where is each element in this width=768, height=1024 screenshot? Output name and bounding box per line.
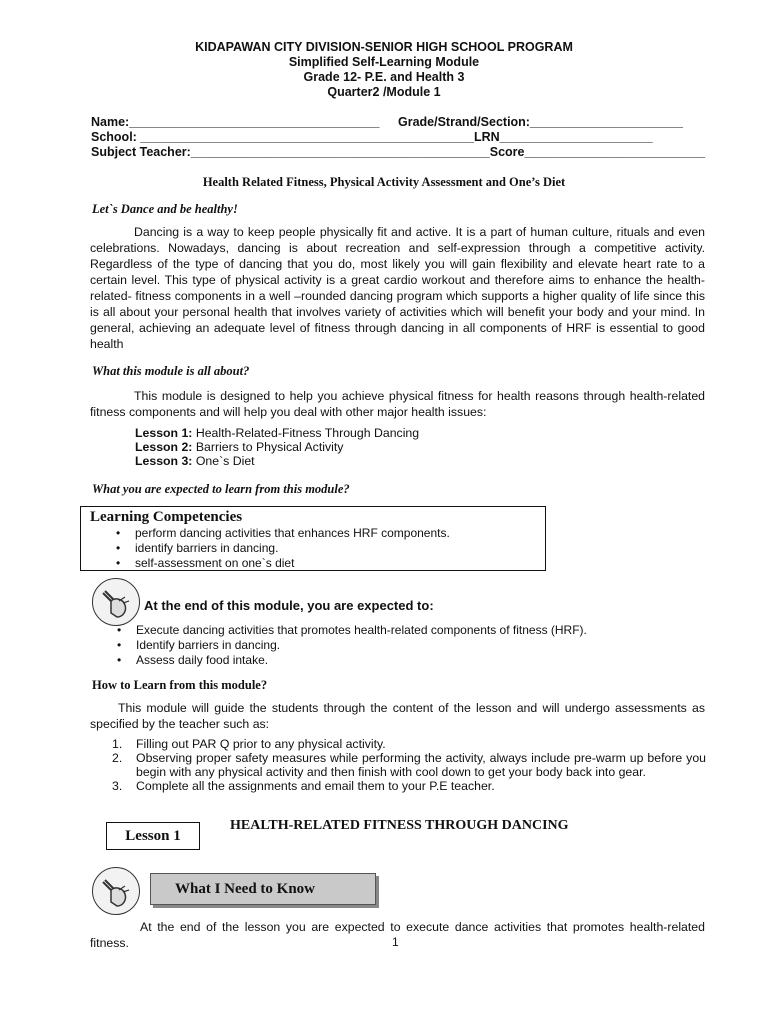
bullet-icon: • xyxy=(116,541,121,555)
end-of-module-list xyxy=(112,623,587,668)
expected-heading: What you are expected to learn from this module? xyxy=(92,482,350,496)
step-item: 1. Filling out PAR Q prior to any physical activity. xyxy=(112,737,386,751)
pointing-hand-icon xyxy=(92,867,140,915)
lesson-1-intro-paragraph: At the end of the lesson you are expected to execute dance activities that promotes health-related fitness. xyxy=(90,920,705,950)
competency-item: • self-assessment on one`s diet xyxy=(116,556,295,570)
learning-competencies-box xyxy=(80,506,546,571)
document-title: Health Related Fitness, Physical Activity Assessment and One’s Diet xyxy=(202,175,566,189)
bullet-icon: • xyxy=(116,556,121,570)
grade-strand-section-field: Grade/Strand/Section:______________________ xyxy=(398,115,683,129)
header-quarter: Quarter2 /Module 1 xyxy=(327,85,441,99)
lesson-list-item: Lesson 2: Barriers to Physical Activity xyxy=(135,440,344,454)
header-school-program: KIDAPAWAN CITY DIVISION-SENIOR HIGH SCHOOL PROGRAM xyxy=(195,40,573,54)
about-heading: What this module is all about? xyxy=(92,364,250,378)
bullet-icon: • xyxy=(117,623,122,637)
objective-item: • Identify barriers in dancing. xyxy=(117,638,281,652)
bullet-icon: • xyxy=(117,638,122,652)
lesson-1-title: HEALTH-RELATED FITNESS THROUGH DANCING xyxy=(230,818,569,833)
how-to-steps xyxy=(112,737,706,793)
pointing-hand-icon xyxy=(92,578,140,626)
school-lrn-field: School: ________________________________________________LRN______________________ xyxy=(91,130,653,144)
lesson-1-box: Lesson 1 xyxy=(106,822,200,850)
objective-item: • Assess daily food intake. xyxy=(117,653,269,667)
bullet-icon: • xyxy=(117,653,122,667)
objective-item: • Execute dancing activities that promotes health-related components of fitness (HRF). xyxy=(117,623,587,637)
intro-heading: Let`s Dance and be healthy! xyxy=(92,202,238,216)
competency-item: • perform dancing activities that enhances HRF components. xyxy=(116,526,450,540)
page-number: 1 xyxy=(392,935,399,949)
about-paragraph: This module is designed to help you achieve physical fitness for health reasons through health-related fitness components and will help you deal with other major health issues: xyxy=(90,389,705,419)
step-item: 2. Observing proper safety measures while performing the activity, always include pre-warm up before you begin with any physical activity and then finish with cool down to get your body back into gear. xyxy=(112,751,706,779)
teacher-score-field: Subject Teacher:___________________________________________Score__________________________ xyxy=(91,145,706,159)
lesson-list-item: Lesson 1: Health-Related-Fitness Through Dancing xyxy=(135,426,420,440)
lesson-list-item: Lesson 3: One`s Diet xyxy=(135,454,255,468)
how-to-heading: How to Learn from this module? xyxy=(92,678,268,692)
how-to-paragraph: This module will guide the students through the content of the lesson and will undergo assessments as specified by the teacher such as: xyxy=(90,701,705,731)
step-item: 3. Complete all the assignments and email them to your P.E teacher. xyxy=(112,779,495,793)
end-of-module-heading: At the end of this module, you are expected to: xyxy=(144,598,434,613)
header-grade: Grade 12- P.E. and Health 3 xyxy=(303,70,465,84)
header-module-type: Simplified Self-Learning Module xyxy=(288,55,480,69)
competency-item: • identify barriers in dancing. xyxy=(116,541,279,555)
competencies-list xyxy=(111,526,450,571)
what-i-need-to-know-banner: What I Need to Know xyxy=(150,873,376,905)
bullet-icon: • xyxy=(116,526,121,540)
lesson-list xyxy=(135,426,419,468)
intro-paragraph: Dancing is a way to keep people physically fit and active. It is a part of human culture, rituals and even celebrations. Nowadays, dancing is about recreation and self-expression through a competitive activity. Regardless of the type of dancing that you do, most likely you will gain flexibility and elevate heart rate to a certain level. This type of physical activity is a great cardio workout and therefore aims to enhance the health-related- fitness components in a well –rounded dancing program which supports a higher quality of life since this is all about your personal health that involves variety of activities which will benefit your body and your mind. In general, achieving an adequate level of fitness through dancing in all components of HRF is essential to good health xyxy=(90,225,705,351)
name-field: Name:____________________________________ xyxy=(91,115,380,129)
competencies-title: Learning Competencies xyxy=(90,509,243,525)
